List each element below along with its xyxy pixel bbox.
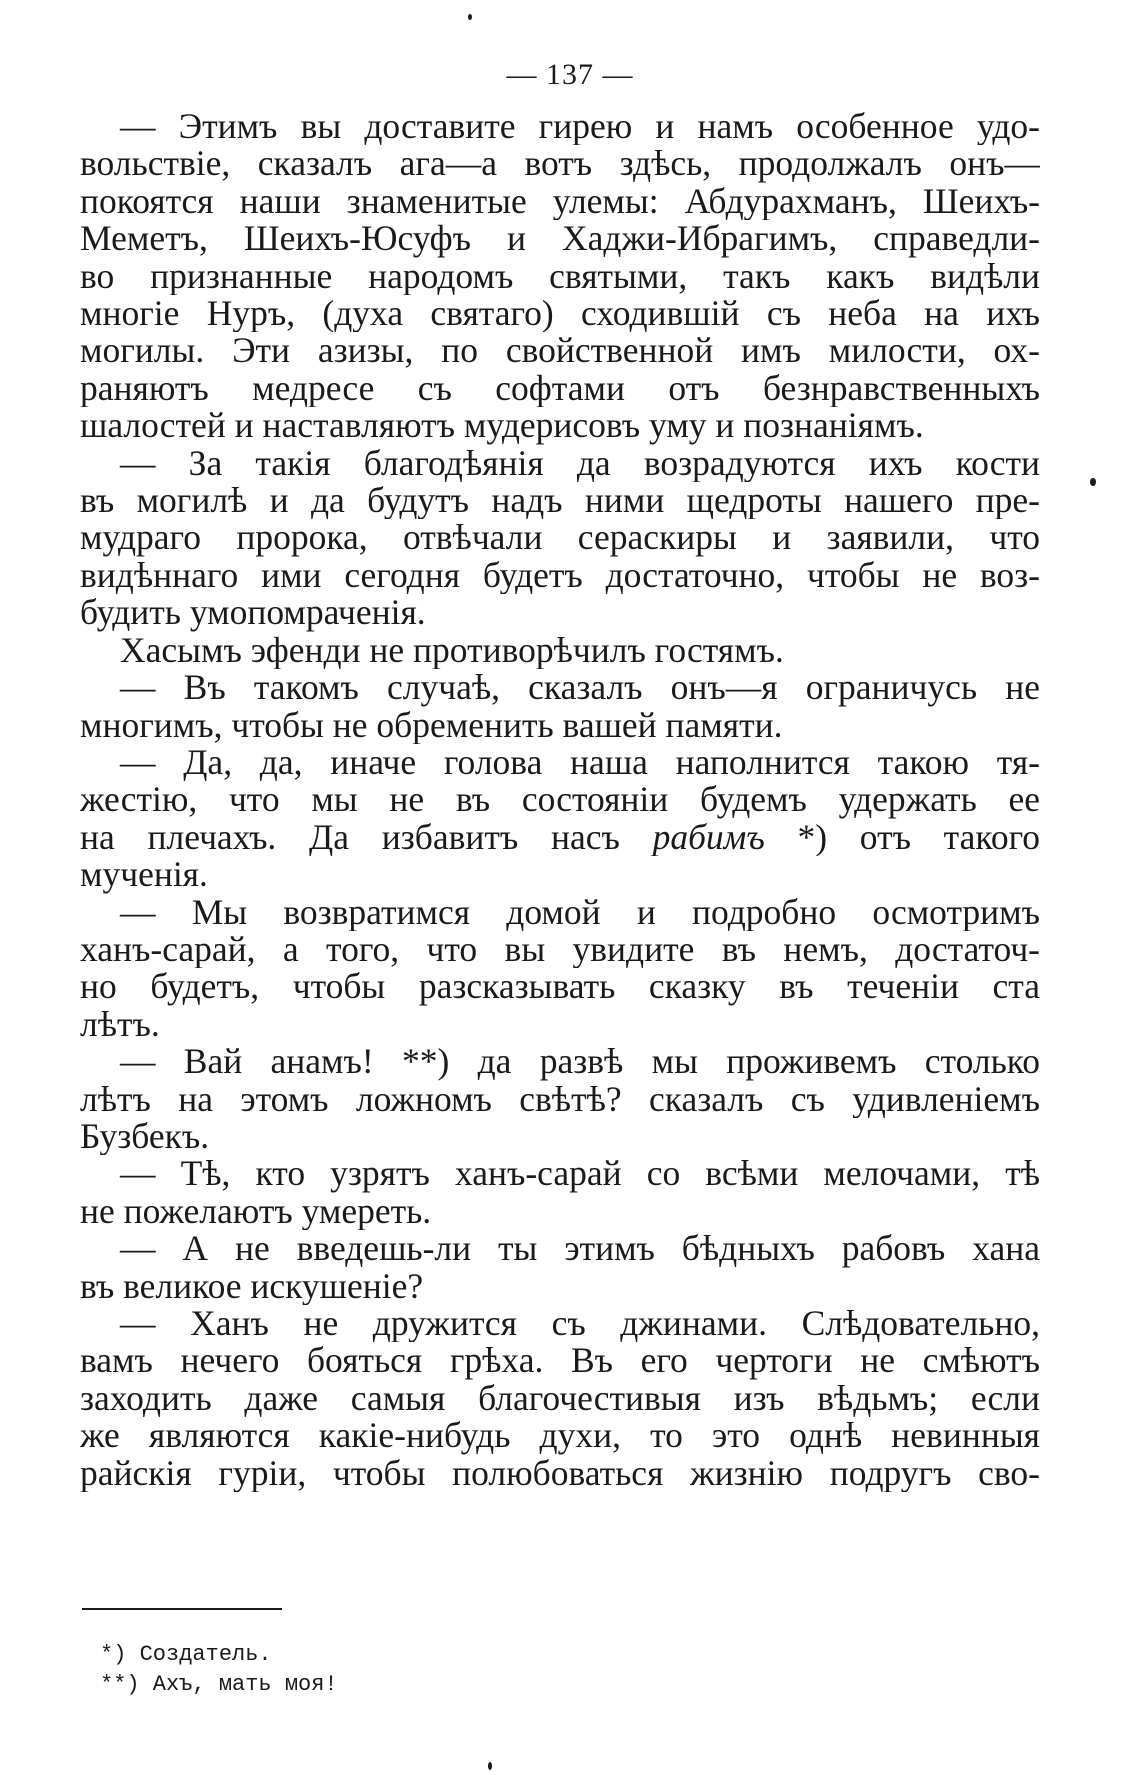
footnotes [100,1640,338,1700]
italic-word: рабимъ [652,818,765,857]
text-line: мудраго пророка, отвѣчали сераскиры и заявили, что [80,519,1040,557]
text-line: райскія гуріи, чтобы полюбоваться жизнію подругъ сво- [80,1454,1040,1493]
page-number: — 137 — [506,58,634,91]
text-line: вольствіе, сказалъ ага—а вотъ здѣсь, продолжалъ онъ— [80,145,1040,183]
text-line: не пожелаютъ умереть. [80,1192,432,1231]
text-line: жестію, что мы не въ состояніи будемъ удержать ее [80,781,1040,819]
text-line: — Въ такомъ случаѣ, сказалъ онъ—я ограничусь не [120,669,1040,707]
text-line: многимъ, чтобы не обременить вашей памяти. [80,706,783,744]
text-line: — Тѣ, кто узрятъ ханъ-сарай со всѣми мелочами, тѣ [120,1155,1040,1193]
body-text [80,108,1040,1492]
text-line: могилы. Эти азизы, по свойственной имъ милости, ох- [80,332,1040,370]
text-line: шалостей и наставляютъ мудерисовъ уму и познаніямъ. [80,407,924,445]
text-line: вамъ нечего бояться грѣха. Въ его чертоги не смѣютъ [80,1342,1040,1380]
text-line: — Этимъ вы доставите гирею и намъ особенное удо- [120,108,1040,146]
ink-speck [468,14,472,20]
text-line: въ могилѣ и да будутъ надъ ними щедроты нашего пре- [80,482,1040,520]
footnote: *) Создатель. [100,1642,272,1667]
text-line-with-italic [80,819,1040,856]
text-line: раняютъ медресе съ софтами отъ безнравственныхъ [80,369,1040,408]
text-line: же являются какіе-нибудь духи, то это однѣ невинныя [80,1417,1040,1455]
text-segment: *) отъ такого [797,818,1040,857]
ink-speck [1090,478,1096,486]
text-line: — За такія благодѣянія да возрадуются ихъ кости [120,444,1040,483]
text-line: но будетъ, чтобы разсказывать сказку въ теченіи ста [80,968,1040,1006]
text-line: — Ханъ не дружится съ джинами. Слѣдовательно, [120,1305,1040,1343]
text-line: лѣтъ. [80,1005,160,1044]
text-line: ханъ-сарай, а того, что вы увидите въ немъ, достаточ- [80,930,1040,969]
text-line: многіе Нуръ, (духа святаго) сходившій съ неба на ихъ [80,295,1040,333]
text-line: — Мы возвратимся домой и подробно осмотримъ [120,893,1040,931]
footnote: **) Ахъ, мать моя! [100,1672,338,1697]
text-segment: на плечахъ. Да избавитъ насъ [80,818,620,857]
text-line: мученія. [80,856,208,894]
text-line: Меметъ, Шеихъ-Юсуфъ и Хаджи-Ибрагимъ, справедли- [80,220,1040,258]
text-line: лѣтъ на этомъ ложномъ свѣтѣ? сказалъ съ удивленіемъ [80,1080,1040,1118]
text-line: — Да, да, иначе голова наша наполнится такою тя- [120,743,1040,782]
text-line: заходить даже самыя благочестивыя изъ вѣдьмъ; если [80,1379,1040,1418]
text-line: покоятся наши знаменитые улемы: Абдурахманъ, Шеихъ- [80,182,1040,221]
text-line: въ великое искушеніе? [80,1267,424,1305]
ink-speck [488,1762,492,1770]
text-line: будить умопомраченія. [80,594,426,632]
text-line: во признанные народомъ святыми, такъ какъ видѣли [80,257,1040,296]
text-line: Хасымъ эфенди не противорѣчилъ гостямъ. [120,631,784,670]
text-line: — Вай анамъ! **) да развѣ мы проживемъ столько [120,1043,1040,1081]
footnote-divider [82,1608,282,1610]
text-line: видѣннаго ими сегодня будетъ достаточно, чтобы не воз- [80,556,1040,595]
text-line: — А не введешь-ли ты этимъ бѣдныхъ рабовъ хана [120,1230,1040,1268]
text-line: Бузбекъ. [80,1117,210,1156]
